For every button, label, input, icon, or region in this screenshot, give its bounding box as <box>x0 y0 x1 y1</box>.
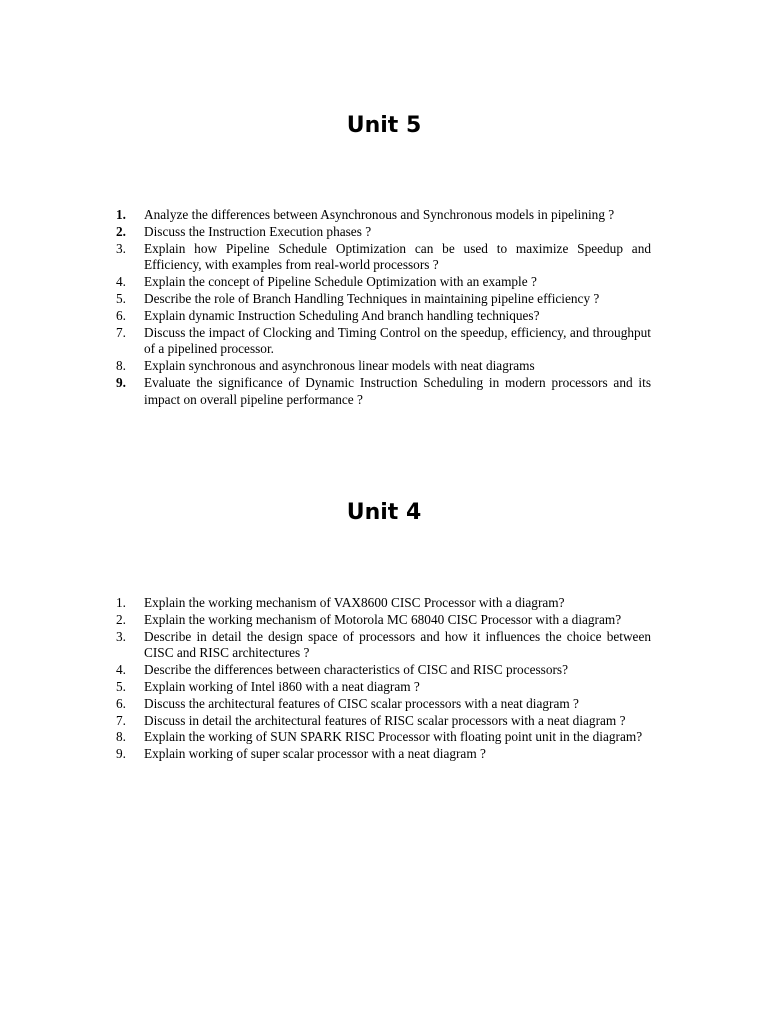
question-number: 8. <box>116 358 126 374</box>
question-text: Explain working of super scalar processor with a neat diagram ? <box>144 746 486 762</box>
question-text: Evaluate the significance of Dynamic Instruction Scheduling in modern processors and its impact on overall pipeline performance ? <box>144 374 651 407</box>
question-text: Explain dynamic Instruction Scheduling And branch handling techniques? <box>144 307 540 323</box>
question-text: Discuss in detail the architectural features of RISC scalar processors with a neat diagram ? <box>144 712 626 728</box>
question-item <box>112 662 651 679</box>
question-number: 4. <box>116 662 126 678</box>
question-number: 6. <box>116 695 126 711</box>
question-text: Describe the role of Branch Handling Techniques in maintaining pipeline efficiency ? <box>144 290 600 306</box>
question-number: 6. <box>116 307 126 323</box>
question-text: Explain the working mechanism of VAX8600 CISC Processor with a diagram? <box>144 595 565 610</box>
unit4-heading: Unit 4 <box>346 500 422 525</box>
question-item <box>112 308 651 325</box>
question-text: Explain the working mechanism of Motorola MC 68040 CISC Processor with a diagram? <box>144 611 622 627</box>
question-item <box>112 729 651 746</box>
question-text: Explain working of Intel i860 with a neat diagram ? <box>144 678 420 694</box>
question-item <box>112 746 651 763</box>
question-item <box>112 612 651 629</box>
question-number: 5. <box>116 290 126 306</box>
question-number: 2. <box>116 223 126 239</box>
question-text: Explain synchronous and asynchronous linear models with neat diagrams <box>144 358 535 374</box>
question-item <box>112 325 651 359</box>
question-number: 2. <box>116 611 126 627</box>
question-item <box>112 629 651 663</box>
question-number: 3. <box>116 240 126 256</box>
question-number: 1. <box>116 595 126 610</box>
question-item <box>112 241 651 275</box>
question-text: Describe the differences between characteristics of CISC and RISC processors? <box>144 662 569 678</box>
question-number: 8. <box>116 729 126 745</box>
unit5-question-list <box>112 207 651 409</box>
question-number: 9. <box>116 374 126 390</box>
question-item <box>112 595 651 612</box>
question-item <box>112 358 651 375</box>
question-text: Explain the concept of Pipeline Schedule Optimization with an example ? <box>144 274 537 290</box>
question-number: 5. <box>116 678 126 694</box>
question-item <box>112 207 651 224</box>
question-number: 7. <box>116 324 126 340</box>
question-text: Describe in detail the design space of processors and how it influences the choice between CISC and RISC architectures ? <box>144 628 651 661</box>
question-text: Discuss the Instruction Execution phases ? <box>144 223 372 239</box>
question-item <box>112 713 651 730</box>
question-text: Analyze the differences between Asynchronous and Synchronous models in pipelining ? <box>144 207 615 222</box>
question-item <box>112 224 651 241</box>
question-item <box>112 291 651 308</box>
question-item <box>112 274 651 291</box>
question-text: Discuss the impact of Clocking and Timing Control on the speedup, efficiency, and throughput of a pipelined processor. <box>144 324 651 357</box>
unit5-heading: Unit 5 <box>346 113 422 138</box>
question-text: Discuss the architectural features of CISC scalar processors with a neat diagram ? <box>144 695 579 711</box>
question-text: Explain how Pipeline Schedule Optimization can be used to maximize Speedup and Efficiency, with examples from real-world processors ? <box>144 240 651 273</box>
question-item <box>112 375 651 409</box>
question-number: 4. <box>116 274 126 290</box>
question-number: 1. <box>116 207 126 222</box>
question-item <box>112 679 651 696</box>
question-text: Explain the working of SUN SPARK RISC Processor with floating point unit in the diagram? <box>144 729 643 745</box>
question-item <box>112 696 651 713</box>
question-number: 7. <box>116 712 126 728</box>
unit4-question-list <box>112 595 651 763</box>
question-number: 3. <box>116 628 126 644</box>
question-number: 9. <box>116 746 126 762</box>
